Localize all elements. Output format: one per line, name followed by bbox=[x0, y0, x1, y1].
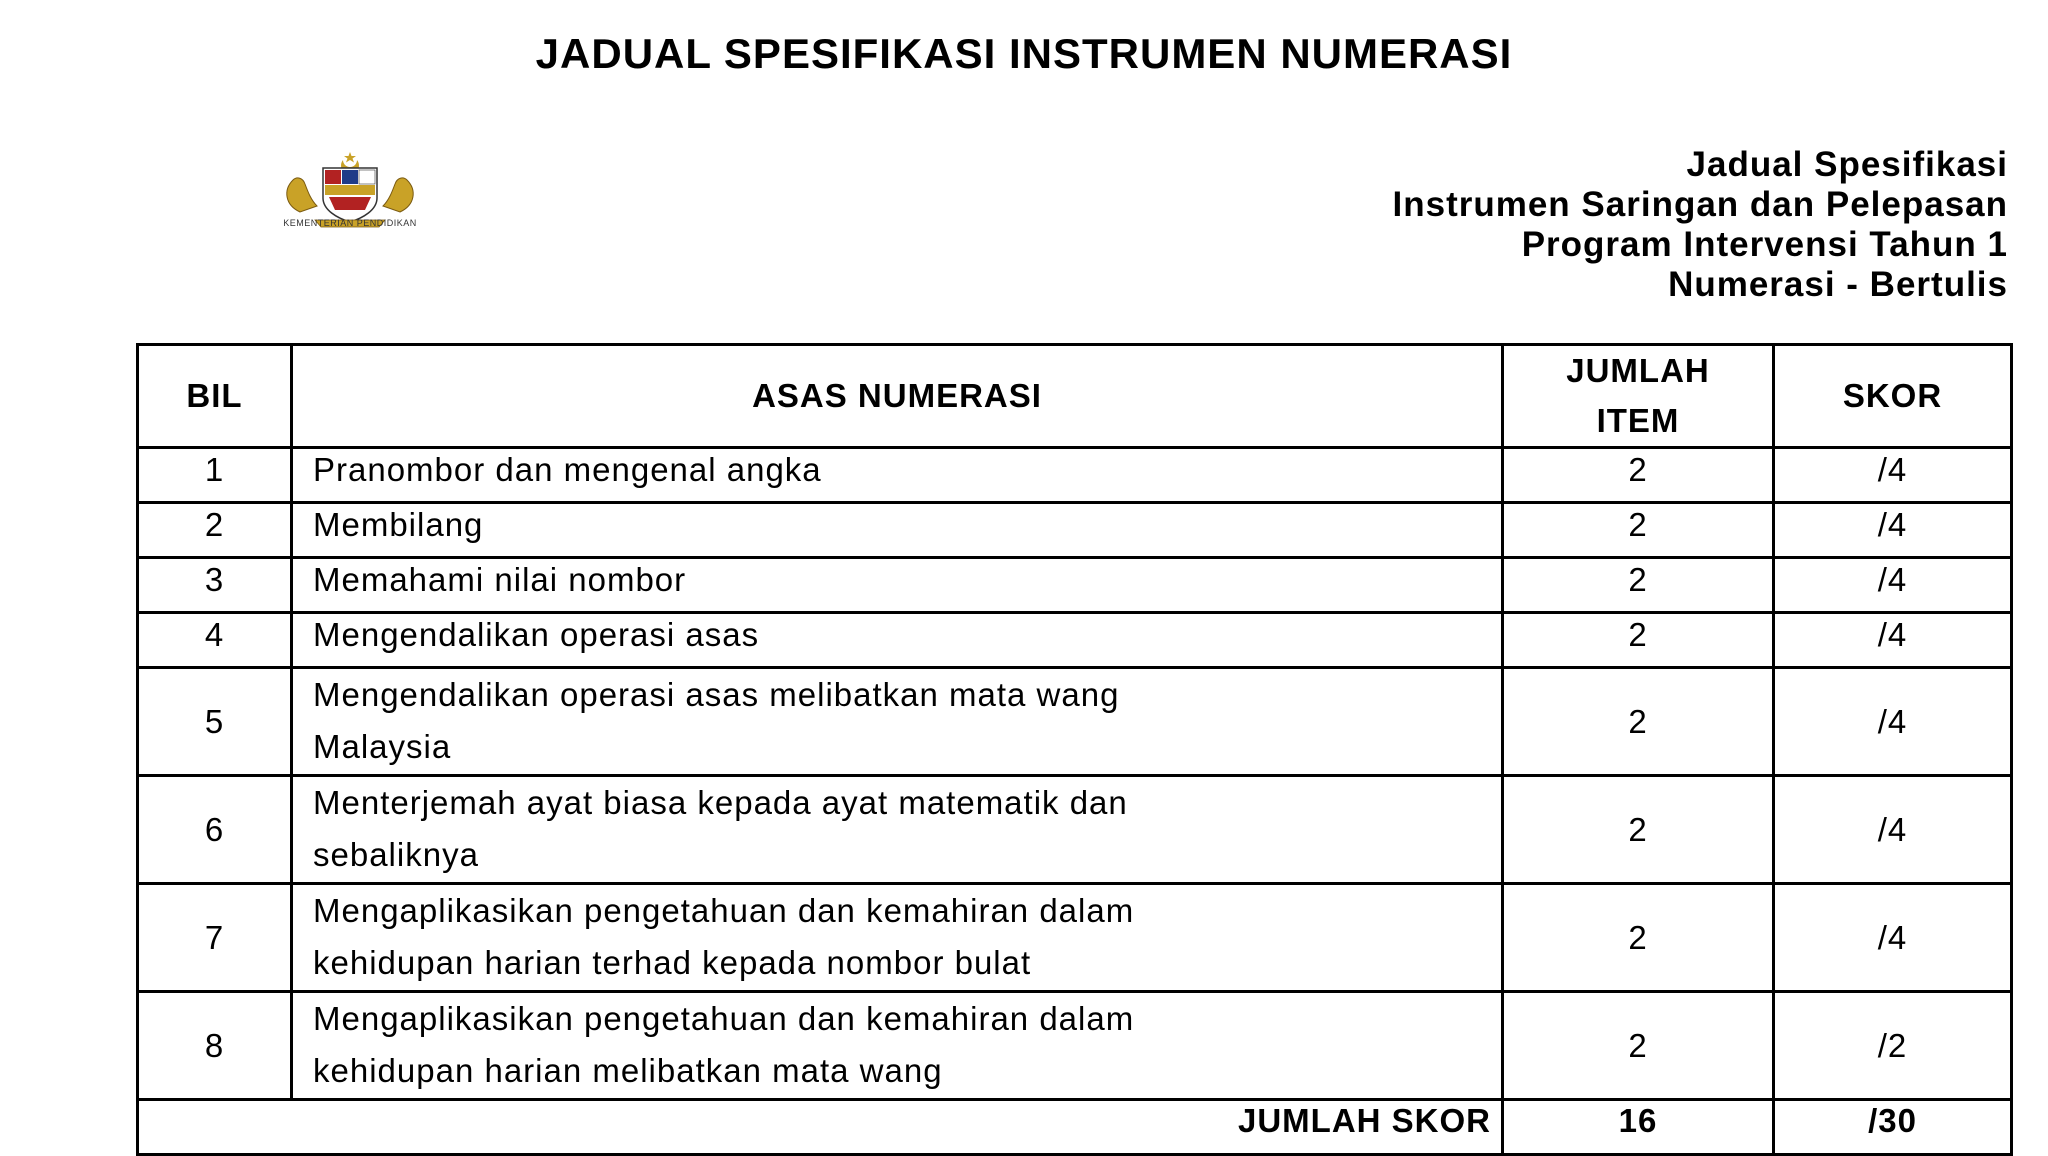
total-row bbox=[138, 1100, 2012, 1155]
cell-bil: 4 bbox=[138, 613, 292, 668]
cell-asas-line: Malaysia bbox=[313, 728, 452, 765]
cell-asas bbox=[292, 884, 1503, 992]
header-line: Jadual Spesifikasi bbox=[1686, 145, 2008, 184]
header-jumlah-line2: ITEM bbox=[1596, 402, 1680, 439]
cell-asas bbox=[292, 668, 1503, 776]
cell-asas-line: Menterjemah ayat biasa kepada ayat matematik dan bbox=[313, 784, 1128, 821]
header-bil: BIL bbox=[138, 345, 292, 448]
header-skor: SKOR bbox=[1774, 345, 2012, 448]
cell-jumlah-item: 2 bbox=[1503, 776, 1774, 884]
page-title: JADUAL SPESIFIKASI INSTRUMEN NUMERASI bbox=[535, 30, 1513, 77]
cell-asas-line: Mengaplikasikan pengetahuan dan kemahiran dalam bbox=[313, 892, 1135, 929]
cell-bil: 7 bbox=[138, 884, 292, 992]
header-line: Instrumen Saringan dan Pelepasan bbox=[1392, 185, 2008, 224]
logo-caption: KEMENTERIAN PENDIDIKAN bbox=[283, 218, 417, 228]
total-jumlah-item: 16 bbox=[1503, 1100, 1774, 1155]
cell-asas: Memahami nilai nombor bbox=[292, 558, 1503, 613]
header-jumlah-line1: JUMLAH bbox=[1566, 352, 1710, 389]
cell-skor: /4 bbox=[1774, 884, 2012, 992]
cell-asas-line: Mengendalikan operasi asas melibatkan mata wang bbox=[313, 676, 1120, 713]
cell-skor: /4 bbox=[1774, 776, 2012, 884]
cell-skor: /4 bbox=[1774, 613, 2012, 668]
table-row bbox=[138, 558, 2012, 613]
table-row bbox=[138, 668, 2012, 776]
document-header bbox=[1393, 145, 2009, 305]
cell-bil: 3 bbox=[138, 558, 292, 613]
table-row bbox=[138, 503, 2012, 558]
cell-asas-line: kehidupan harian melibatkan mata wang bbox=[313, 1052, 943, 1089]
cell-skor: /4 bbox=[1774, 558, 2012, 613]
table-header-row bbox=[138, 345, 2012, 448]
cell-asas-line: Mengaplikasikan pengetahuan dan kemahiran dalam bbox=[313, 1000, 1135, 1037]
cell-asas bbox=[292, 776, 1503, 884]
table-row bbox=[138, 884, 2012, 992]
cell-bil: 5 bbox=[138, 668, 292, 776]
header-line: Numerasi - Bertulis bbox=[1668, 265, 2008, 304]
cell-jumlah-item: 2 bbox=[1503, 503, 1774, 558]
cell-jumlah-item: 2 bbox=[1503, 448, 1774, 503]
table-row bbox=[138, 448, 2012, 503]
cell-asas bbox=[292, 992, 1503, 1100]
cell-skor: /2 bbox=[1774, 992, 2012, 1100]
header-line: Program Intervensi Tahun 1 bbox=[1521, 225, 2008, 264]
cell-skor: /4 bbox=[1774, 668, 2012, 776]
specification-table bbox=[136, 343, 2013, 1156]
cell-jumlah-item: 2 bbox=[1503, 668, 1774, 776]
table-row bbox=[138, 613, 2012, 668]
header-jumlah-item bbox=[1503, 345, 1774, 448]
cell-bil: 6 bbox=[138, 776, 292, 884]
cell-bil: 1 bbox=[138, 448, 292, 503]
total-label: JUMLAH SKOR bbox=[138, 1100, 1503, 1155]
cell-bil: 2 bbox=[138, 503, 292, 558]
cell-asas-line: sebaliknya bbox=[313, 836, 479, 873]
header-asas-numerasi: ASAS NUMERASI bbox=[292, 345, 1503, 448]
total-skor: /30 bbox=[1774, 1100, 2012, 1155]
cell-jumlah-item: 2 bbox=[1503, 613, 1774, 668]
cell-asas: Pranombor dan mengenal angka bbox=[292, 448, 1503, 503]
cell-bil: 8 bbox=[138, 992, 292, 1100]
cell-skor: /4 bbox=[1774, 503, 2012, 558]
table-row bbox=[138, 776, 2012, 884]
cell-skor: /4 bbox=[1774, 448, 2012, 503]
cell-jumlah-item: 2 bbox=[1503, 884, 1774, 992]
cell-asas-line: kehidupan harian terhad kepada nombor bulat bbox=[313, 944, 1032, 981]
cell-jumlah-item: 2 bbox=[1503, 992, 1774, 1100]
table-row bbox=[138, 992, 2012, 1100]
cell-asas: Membilang bbox=[292, 503, 1503, 558]
cell-asas: Mengendalikan operasi asas bbox=[292, 613, 1503, 668]
cell-jumlah-item: 2 bbox=[1503, 558, 1774, 613]
